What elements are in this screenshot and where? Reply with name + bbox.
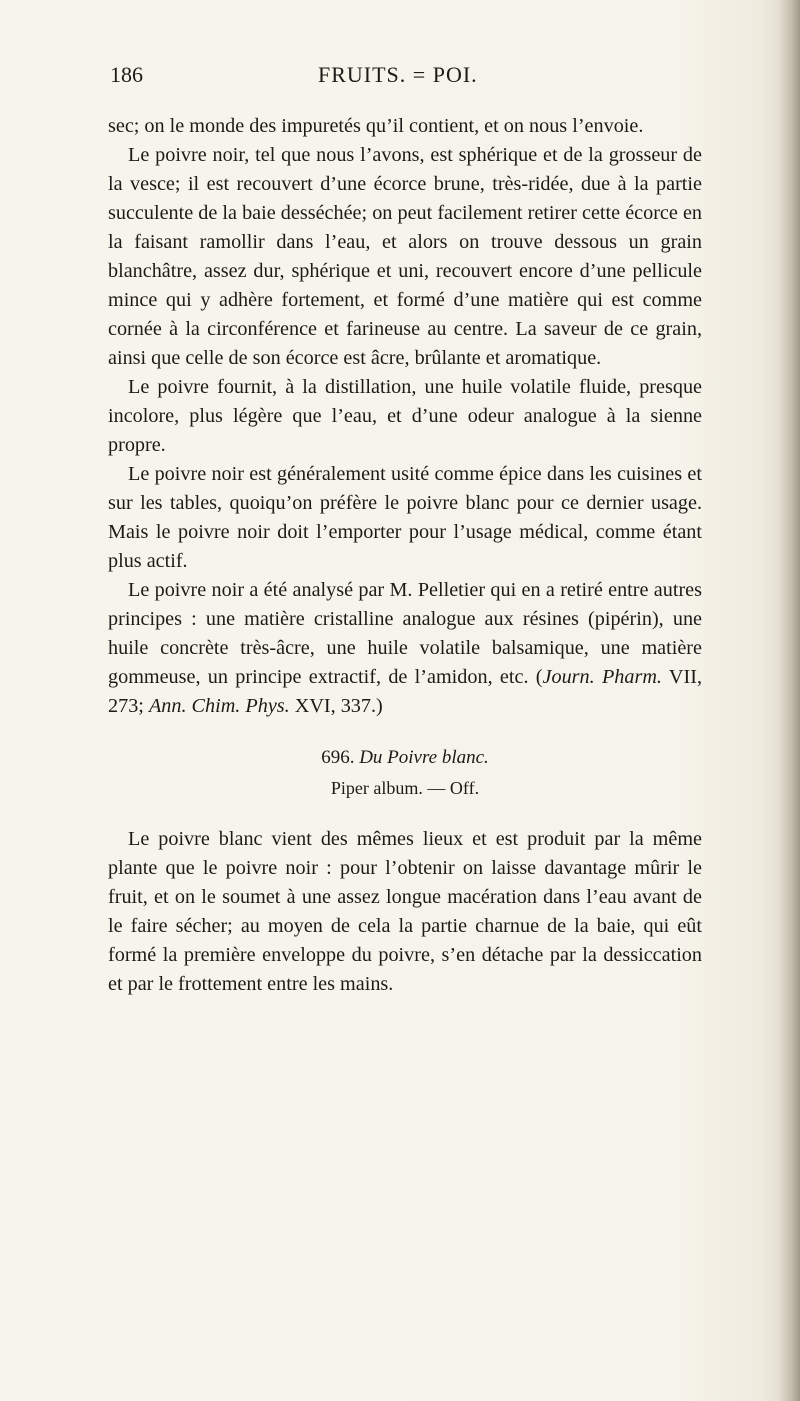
section-heading: [108, 743, 702, 773]
running-title: FRUITS. = POI.: [318, 62, 478, 87]
journal-ref-pharm-loc: VII, 273;: [108, 666, 702, 717]
journal-ref-chim: Ann. Chim. Phys.: [148, 695, 290, 717]
latin-name: Piper album. — Off.: [330, 778, 480, 798]
section-title: Du Poivre blanc.: [359, 747, 489, 768]
section-number: 696.: [321, 747, 355, 768]
paragraph-black-pepper-description: Le poivre noir, tel que nous l’avons, est sphérique et de la grosseur de la vesce; il est recouvert d’une écorce brune, très-ridée, due à la partie succulente de la baie desséchée; on peut facilement retirer cette écorce en la faisant ramollir dans l’eau, et alors on trouve dessous un grain blanchâtre, assez dur, sphérique et uni, recouvert encore d’une pellicule mince qui y adhère fortement, et formé d’une matière qui est comme cornée à la circonférence et farineuse au centre. La saveur de ce grain, ainsi que celle de son écorce est âcre, brûlante et aromatique.: [108, 144, 702, 369]
paragraph-usage: Le poivre noir est généralement usité comme épice dans les cuisines et sur les tables, quoiqu’on préfère le poivre blanc pour ce dernier usage. Mais le poivre noir doit l’emporter pour l’usage médical, comme étant plus actif.: [108, 463, 702, 572]
paragraph-analysis: [108, 576, 702, 721]
paragraph-white-pepper: Le poivre blanc vient des mêmes lieux et est produit par la même plante que le poivre noir : pour l’obtenir on laisse davantage mûrir le fruit, et on le soumet à une assez longue macération dans l’eau avant de le faire sécher; au moyen de cela la partie charnue de la baie, qui eût formé la première enveloppe du poivre, s’en détache par la dessiccation et par le frottement entre les mains.: [108, 828, 702, 995]
journal-ref-chim-loc: XVI, 337.): [289, 695, 383, 717]
body-text: [108, 112, 702, 999]
analysis-text: Le poivre noir a été analysé par M. Pelletier qui en a retiré entre autres principes : une matière cristalline analogue aux résines (pipérin), une huile concrète très-âcre, une huile volatile balsamique, une matière gommeuse, un principe extractif, de l’amidon, etc. (: [108, 579, 702, 688]
journal-ref-pharm: Journ. Pharm.: [542, 666, 662, 688]
page-header: [110, 62, 710, 96]
paragraph-distillation: Le poivre fournit, à la distillation, une huile volatile fluide, presque incolore, plus légère que l’eau, et d’une odeur analogue à la sienne propre.: [108, 376, 702, 456]
paragraph-continuation: sec; on le monde des impuretés qu’il contient, et on nous l’envoie.: [108, 115, 644, 137]
page-edge-shadow: [778, 0, 800, 1401]
page-number: 186: [110, 62, 143, 87]
